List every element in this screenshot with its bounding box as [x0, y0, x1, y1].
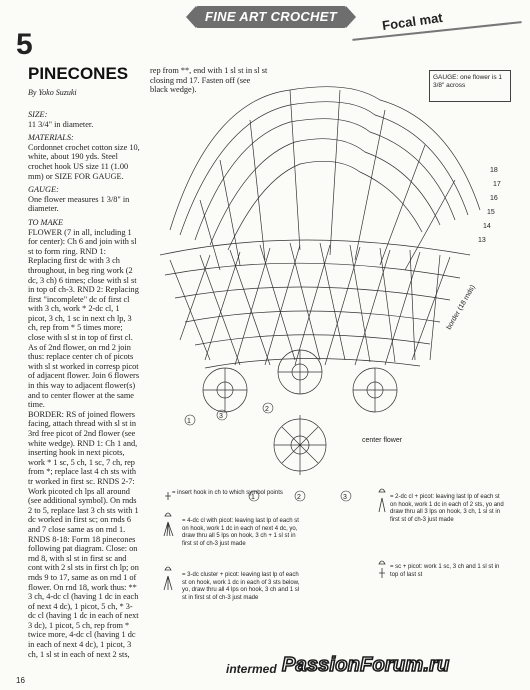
center-flower-label: center flower [362, 437, 403, 444]
round-number: 18 [490, 167, 498, 174]
border-instructions: BORDER: RS of joined flowers facing, attach thread with sl st in 3rd free picot of 2nd flower (see white wedge). RND 1: Ch 1 and, inserting hook in next picots, work * 1 sc, 5 ch, 1 sc, 7 ch, rep from *; replace last 4 ch sts with tr worked in first sc. RNDS 2-7: Work picoted ch lps all around (see additional symbol). On rnds 2 to 5, replace last 3 ch sts with 1 dc worked in first sc; on rnds 6 and 7 close same as on rnd 1. RNDS 8-18: Form 18 pinecones following pat diagram. Close: on rnd 8, with sl st in first sc and cont with 2 sl sts in first ch lp; on rnds 9 to 17, same as on rnd 1 of flower. On rnd 18, work thus: ** 3 ch, 4-dc cl (having 1 dc in each of next 4 dc), 1 picot, 5 ch, * 3-dc cl (having 1 dc in each of next 3 dc), 1 picot, 5 ch, rep from * twice more, 4-dc cl (having 1 dc in each of next 4 dc), 1 picot, 3 ch, 1 sl st in each of next 2 sts, [28, 409, 139, 659]
flower-instructions: FLOWER (7 in all, including 1 for center): Ch 6 and join with sl st to form ring. RND 1: Replacing first dc with 3 ch throughout, in beg ring work (2 dc, 3 ch) 6 times; close with sl st in top of ch-3. RND 2: Replacing first "incomplete" dc of first cl with 3 ch, work * 2-dc cl, 1 picot, 3 ch, 1 sc in next ch lp, 3 ch, rep from * 5 times more; close with sl st in top of first cl. As of 2nd flower, on rnd 2 join thus: replace center ch of picots with sl st worked in corresp picot of adjacent flower. Join 6 flowers in this way to adjacent flower(s) and to center flower at the same time. [28, 227, 140, 410]
legend-insert-hook: = insert hook in ch to which symbol points [172, 490, 283, 496]
fan-outline [170, 87, 480, 230]
border-label: border (18 rnds) [445, 284, 477, 331]
pattern-number: 5 [16, 28, 33, 61]
byline: By Yoko Suzuki [28, 88, 77, 97]
gauge-label: GAUGE: [28, 185, 59, 195]
circled-number: 2 [265, 406, 269, 413]
insert-hook-icon [165, 492, 171, 500]
pattern-title: PINECONES [28, 64, 129, 83]
round-number: 15 [487, 209, 495, 216]
sc-picot-icon [379, 561, 385, 578]
materials-label: MATERIALS: [28, 133, 74, 143]
footer-brand: intermed [226, 662, 277, 676]
section-title: FINE ART CROCHET [196, 6, 346, 28]
to-make-label: TO MAKE [28, 217, 64, 227]
circled-number: 3 [219, 413, 223, 420]
circled-number: 2 [297, 494, 301, 501]
legend-symbols [160, 486, 390, 606]
page-number: 16 [16, 676, 25, 685]
materials-text: Cordonnet crochet cotton size 10, white, about 190 yds. Steel crochet hook US size 11 (1.00 mm) or SIZE FOR GAUGE. [28, 142, 140, 181]
gauge-text: One flower measures 1 3/8" in diameter. [28, 194, 130, 214]
legend-sc-picot: = sc + picot: work 1 sc, 3 ch and 1 sl st in top of last st [390, 564, 500, 578]
legend-4dc-cluster: = 4-dc cl with picot: leaving last lp of each st on hook, work 1 dc in each of next 4 dc, yo, draw thru all 5 lps on hook, 3 ch + 1 sl st in first st of ch-3 just made [182, 518, 299, 547]
gauge-note: GAUGE: one flower is 1 3/8" across [429, 70, 511, 102]
circled-number: 1 [187, 418, 191, 425]
cluster-3dc-icon [164, 567, 172, 590]
round-number: 16 [490, 195, 498, 202]
circled-number: 3 [343, 494, 347, 501]
size-label: SIZE: [28, 110, 48, 119]
legend-3dc-cluster: = 3-dc cluster + picot: leaving last lp of each st on hook, work 1 dc in each of 3 sts below, yo, draw thru all 4 lps on hook, 3 ch and 1 sl st in first st of ch-3 just made [182, 572, 300, 601]
watermark: PassionForum.ru [282, 654, 450, 676]
round-number: 14 [483, 223, 491, 230]
round-number: 17 [493, 181, 501, 188]
instructions-column-2: rep from **, end with 1 sl st in sl st closing rnd 17. Fasten off (see black wedge). [150, 66, 268, 95]
circled-number: 1 [251, 494, 255, 501]
legend-2dc-cluster: = 2-dc cl + picot: leaving last lp of each st on hook, work 1 dc in each of 2 sts, yo and draw thru all 3 lps on hook, 3 ch, 1 sl st in first st of ch-3 just made [390, 494, 504, 523]
instructions-column-1 [28, 106, 140, 659]
round-number: 13 [478, 237, 486, 244]
size-text: 11 3/4" in diameter. [28, 119, 94, 129]
cluster-2dc-icon [379, 489, 385, 512]
cluster-4dc-icon [164, 513, 173, 536]
focal-mat-badge: Focal mat [381, 9, 444, 34]
